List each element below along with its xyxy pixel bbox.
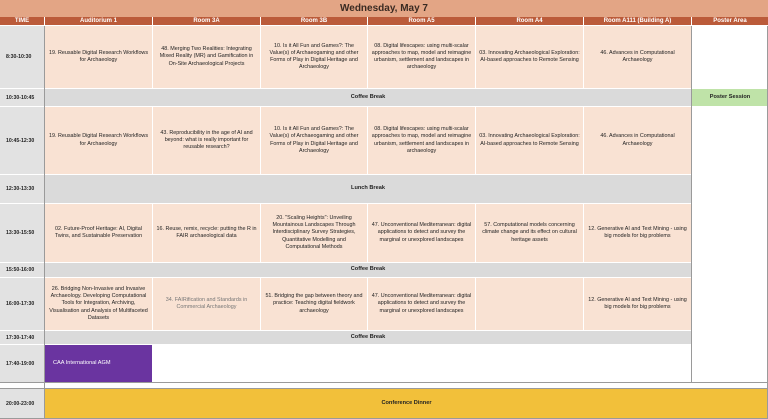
session-cell[interactable]: 51. Bridging the gap between theory and practice: Teaching digital fieldwork archaeology xyxy=(261,278,367,330)
empty-session-cell xyxy=(476,278,583,330)
time-slot: 16:00-17:30 xyxy=(0,278,44,330)
break-cell: Coffee Break xyxy=(45,331,691,344)
header-room-a4: Room A4 xyxy=(476,17,583,25)
break-cell: Coffee Break xyxy=(45,89,691,106)
time-slot: 13:30-15:50 xyxy=(0,204,44,262)
time-slot: 12:30-13:30 xyxy=(0,175,44,203)
session-cell[interactable]: 20. "Scaling Heights": Unveiling Mountainous Landscapes Through Interdisciplinary Survey Strategies, Quantitative Modelling and Computational Methods xyxy=(261,204,367,262)
session-cell[interactable]: 19. Reusable Digital Research Workflows for Archaeology xyxy=(45,107,152,174)
session-cell[interactable]: 47. Unconventional Mediterranean: digital applications to detect and survey the marginal or unexplored landscapes xyxy=(368,204,475,262)
header-room-3b: Room 3B xyxy=(261,17,367,25)
session-cell[interactable]: 12. Generative AI and Text Mining - using big models for big problems xyxy=(584,278,691,330)
session-cell[interactable]: 10. Is it All Fun and Games?: The Value(s) of Archaeogaming and other Forms of Play in Digital Heritage and Archaeology xyxy=(261,26,367,88)
session-cell[interactable]: 16. Reuse, remix, recycle: putting the R in FAIR archaeological data xyxy=(153,204,260,262)
session-cell[interactable]: 46. Advances in Computational Archaeology xyxy=(584,107,691,174)
session-cell[interactable]: 47. Unconventional Mediterranean: digital applications to detect and survey the marginal or unexplored landscapes xyxy=(368,278,475,330)
session-cell[interactable]: 08. Digital lifescapes: using multi-scalar approaches to map, model and reimagine urbanism, settlement and landscapes in archaeology xyxy=(368,26,475,88)
day-title: Wednesday, May 7 xyxy=(0,0,768,17)
break-cell: Coffee Break xyxy=(45,263,691,277)
time-slot: 10:45-12:30 xyxy=(0,107,44,174)
header-room-a111: Room A111 (Building A) xyxy=(584,17,691,25)
session-cell[interactable]: 34. FAIRification and Standards in Commercial Archaeology xyxy=(153,278,260,330)
session-cell[interactable]: 12. Generative AI and Text Mining - using big models for big problems xyxy=(584,204,691,262)
session-cell[interactable]: 02. Future-Proof Heritage: AI, Digital Twins, and Sustainable Preservation xyxy=(45,204,152,262)
session-cell[interactable]: 03. Innovating Archaeological Exploration: AI-based approaches to Remote Sensing xyxy=(476,26,583,88)
session-cell[interactable]: 57. Computational models concerning climate change and its effect on cultural heritage assets xyxy=(476,204,583,262)
time-slot: 8:30-10:30 xyxy=(0,26,44,88)
session-cell[interactable]: 46. Advances in Computational Archaeology xyxy=(584,26,691,88)
session-cell[interactable]: 10. Is it All Fun and Games?: The Value(s) of Archaeogaming and other Forms of Play in Digital Heritage and Archaeology xyxy=(261,107,367,174)
session-cell[interactable]: 03. Innovating Archaeological Exploration: AI-based approaches to Remote Sensing xyxy=(476,107,583,174)
session-cell[interactable]: 26. Bridging Non-Invasive and Invasive Archaeology. Developing Computational Tools for Integration, Archiving, Visualisation and Analysis of Multifaceted Datasets xyxy=(45,278,152,330)
poster-session-cell[interactable]: Poster Session xyxy=(692,89,768,106)
agm-cell[interactable]: CAA International AGM xyxy=(45,345,152,382)
session-cell[interactable]: 43. Reproducibility in the age of AI and beyond: what is really important for reusable research? xyxy=(153,107,260,174)
header-time: TIME xyxy=(0,17,44,25)
session-cell[interactable]: 19. Reusable Digital Research Workflows for Archaeology xyxy=(45,26,152,88)
header-poster-area: Poster Area xyxy=(692,17,768,25)
empty-cell xyxy=(692,26,768,88)
time-slot: 15:50-16:00 xyxy=(0,263,44,277)
time-slot: 17:30-17:40 xyxy=(0,331,44,344)
time-slot: 20:00-23:00 xyxy=(0,389,44,419)
time-slot: 17:40-19:00 xyxy=(0,345,44,382)
time-slot: 10:30-10:45 xyxy=(0,89,44,106)
header-auditorium-1: Auditorium 1 xyxy=(45,17,152,25)
session-cell[interactable]: 48. Merging Two Realities: Integrating Mixed Reality (MR) and Gamification in On-Site Archaeological Projects xyxy=(153,26,260,88)
dinner-cell: Conference Dinner xyxy=(45,389,768,419)
session-cell[interactable]: 08. Digital lifescapes: using multi-scalar approaches to map, model and reimagine urbanism, settlement and landscapes in archaeology xyxy=(368,107,475,174)
header-room-a5: Room A5 xyxy=(368,17,475,25)
header-room-3a: Room 3A xyxy=(153,17,260,25)
break-cell: Lunch Break xyxy=(45,175,691,203)
